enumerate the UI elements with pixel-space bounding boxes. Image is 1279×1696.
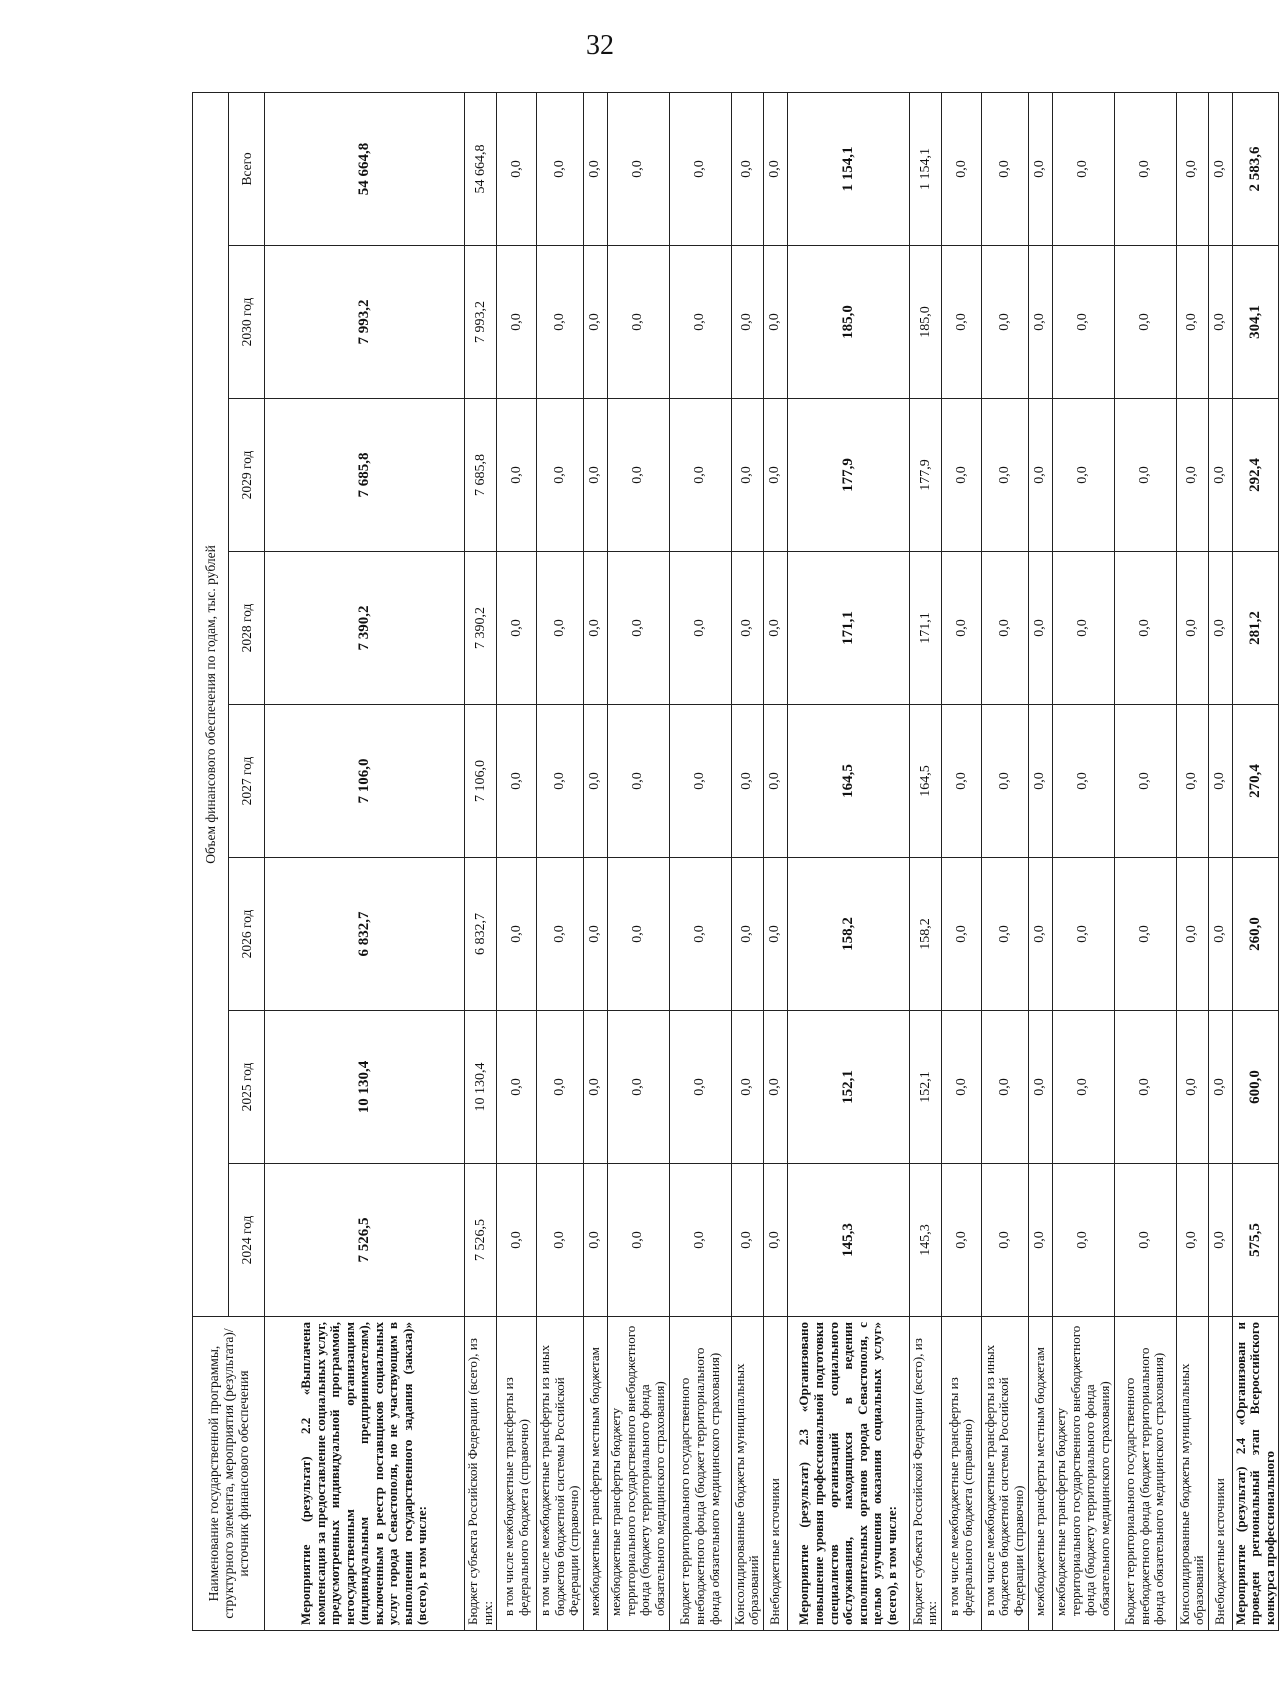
row-label: в том числе межбюджетные трансферты из иных бюджетов бюджетной системы Российской Федерации (справочно) <box>537 1317 584 1631</box>
row-value: 0,0 <box>941 705 981 858</box>
row-value: 6 832,7 <box>465 858 497 1011</box>
row-label: Бюджет субъекта Российской Федерации (всего), из них: <box>909 1317 941 1631</box>
row-value: 0,0 <box>583 1011 607 1164</box>
row-value: 0,0 <box>669 552 731 705</box>
row-value: 164,5 <box>909 705 941 858</box>
row-value: 0,0 <box>607 705 669 858</box>
row-value: 0,0 <box>1176 858 1208 1011</box>
row-value: 0,0 <box>583 705 607 858</box>
row-value: 0,0 <box>497 1011 537 1164</box>
row-value: 7 993,2 <box>265 246 465 399</box>
row-label: межбюджетные трансферты бюджету территориального государственного внебюджетного фонда (бюджету территориального фонда обязательного медицинского страхования) <box>607 1317 669 1631</box>
row-value: 7 685,8 <box>465 399 497 552</box>
table-row <box>537 92 584 1630</box>
row-value: 0,0 <box>497 552 537 705</box>
row-value: 0,0 <box>1114 705 1176 858</box>
row-value: 0,0 <box>1208 399 1232 552</box>
row-value: 0,0 <box>981 399 1028 552</box>
row-value: 292,4 <box>1232 399 1279 552</box>
row-value: 54 664,8 <box>265 92 465 245</box>
row-value: 0,0 <box>669 705 731 858</box>
row-value: 0,0 <box>731 858 763 1011</box>
row-value: 0,0 <box>763 552 787 705</box>
row-value: 158,2 <box>909 858 941 1011</box>
row-value: 7 390,2 <box>465 552 497 705</box>
row-value: 0,0 <box>1208 1164 1232 1317</box>
row-value: 54 664,8 <box>465 92 497 245</box>
header-year: 2025 год <box>229 1011 265 1164</box>
table-row <box>265 92 465 1630</box>
row-value: 185,0 <box>909 246 941 399</box>
table-row <box>941 92 981 1630</box>
row-value: 7 526,5 <box>465 1164 497 1317</box>
row-value: 0,0 <box>1208 1011 1232 1164</box>
row-value: 0,0 <box>497 92 537 245</box>
row-value: 0,0 <box>763 92 787 245</box>
row-value: 0,0 <box>607 92 669 245</box>
row-value: 0,0 <box>1176 246 1208 399</box>
row-value: 0,0 <box>763 246 787 399</box>
row-value: 158,2 <box>787 858 909 1011</box>
row-value: 0,0 <box>1052 858 1114 1011</box>
row-value: 0,0 <box>763 399 787 552</box>
row-value: 0,0 <box>1114 1164 1176 1317</box>
row-value: 0,0 <box>731 246 763 399</box>
row-value: 0,0 <box>607 552 669 705</box>
row-value: 0,0 <box>1176 1011 1208 1164</box>
row-label: Мероприятие (результат) 2.4 «Организован и проведен региональный этап Всероссийского конкурса профессионального <box>1232 1317 1279 1631</box>
row-value: 0,0 <box>981 246 1028 399</box>
row-value: 164,5 <box>787 705 909 858</box>
row-value: 0,0 <box>497 705 537 858</box>
row-value: 0,0 <box>607 246 669 399</box>
table-row <box>497 92 537 1630</box>
row-value: 0,0 <box>1114 399 1176 552</box>
row-value: 0,0 <box>941 1011 981 1164</box>
header-group: Объем финансового обеспечения по годам, тыс. рублей <box>193 92 229 1316</box>
table-row <box>1052 92 1114 1630</box>
row-value: 0,0 <box>669 92 731 245</box>
row-value: 145,3 <box>909 1164 941 1317</box>
table-row <box>583 92 607 1630</box>
row-value: 0,0 <box>1208 92 1232 245</box>
row-value: 0,0 <box>981 705 1028 858</box>
row-value: 0,0 <box>981 858 1028 1011</box>
header-year: 2030 год <box>229 246 265 399</box>
row-value: 0,0 <box>607 1011 669 1164</box>
row-value: 0,0 <box>1028 92 1052 245</box>
row-value: 270,4 <box>1232 705 1279 858</box>
row-value: 0,0 <box>981 92 1028 245</box>
row-label: Мероприятие (результат) 2.3 «Организовано повышение уровня профессиональной подготовки специалистов организаций социального обслуживания, находящихся в ведении исполнительных органов города Севастополя, с целью улучшения оказания социальных услуг» (всего), в том числе: <box>787 1317 909 1631</box>
row-value: 0,0 <box>583 399 607 552</box>
row-value: 0,0 <box>1028 1011 1052 1164</box>
row-label: Внебюджетные источники <box>1208 1317 1232 1631</box>
row-value: 0,0 <box>1052 1164 1114 1317</box>
row-value: 152,1 <box>909 1011 941 1164</box>
row-value: 0,0 <box>537 399 584 552</box>
row-value: 0,0 <box>1176 92 1208 245</box>
row-label: в том числе межбюджетные трансферты из федерального бюджета (справочно) <box>941 1317 981 1631</box>
row-value: 0,0 <box>1208 858 1232 1011</box>
header-year: 2024 год <box>229 1164 265 1317</box>
row-value: 10 130,4 <box>465 1011 497 1164</box>
row-value: 0,0 <box>1028 1164 1052 1317</box>
table-row <box>763 92 787 1630</box>
row-value: 10 130,4 <box>265 1011 465 1164</box>
row-value: 0,0 <box>497 246 537 399</box>
row-value: 0,0 <box>1052 705 1114 858</box>
row-value: 0,0 <box>497 858 537 1011</box>
table-body <box>265 92 1279 1630</box>
row-value: 0,0 <box>1114 1011 1176 1164</box>
row-value: 0,0 <box>1114 92 1176 245</box>
row-value: 0,0 <box>731 399 763 552</box>
header-year: 2027 год <box>229 705 265 858</box>
table-row <box>981 92 1028 1630</box>
row-value: 0,0 <box>941 552 981 705</box>
row-value: 0,0 <box>1052 92 1114 245</box>
row-value: 0,0 <box>731 92 763 245</box>
row-value: 0,0 <box>1028 246 1052 399</box>
row-value: 177,9 <box>787 399 909 552</box>
table-row <box>731 92 763 1630</box>
header-year: 2026 год <box>229 858 265 1011</box>
row-label: межбюджетные трансферты местным бюджетам <box>583 1317 607 1631</box>
row-value: 0,0 <box>669 246 731 399</box>
row-value: 0,0 <box>941 1164 981 1317</box>
table-row <box>1208 92 1232 1630</box>
row-label: межбюджетные трансферты бюджету территориального государственного внебюджетного фонда (бюджету территориального фонда обязательного медицинского страхования) <box>1052 1317 1114 1631</box>
row-value: 0,0 <box>583 858 607 1011</box>
row-value: 0,0 <box>583 552 607 705</box>
row-value: 0,0 <box>1208 705 1232 858</box>
table-row <box>909 92 941 1630</box>
row-value: 0,0 <box>1052 552 1114 705</box>
row-value: 0,0 <box>669 399 731 552</box>
row-value: 0,0 <box>1176 705 1208 858</box>
row-value: 0,0 <box>1052 399 1114 552</box>
row-value: 0,0 <box>1208 552 1232 705</box>
row-value: 0,0 <box>497 399 537 552</box>
row-value: 0,0 <box>537 1164 584 1317</box>
row-label: Консолидированные бюджеты муниципальных образований <box>1176 1317 1208 1631</box>
row-value: 0,0 <box>1052 246 1114 399</box>
row-value: 7 390,2 <box>265 552 465 705</box>
row-label: межбюджетные трансферты местным бюджетам <box>1028 1317 1052 1631</box>
table-row <box>787 92 909 1630</box>
row-value: 281,2 <box>1232 552 1279 705</box>
row-value: 152,1 <box>787 1011 909 1164</box>
row-label: Бюджет территориального государственного внебюджетного фонда (бюджет территориального фонда обязательного медицинского страхования) <box>669 1317 731 1631</box>
row-value: 0,0 <box>607 858 669 1011</box>
row-value: 7 106,0 <box>465 705 497 858</box>
row-value: 2 583,6 <box>1232 92 1279 245</box>
row-value: 0,0 <box>941 92 981 245</box>
row-value: 0,0 <box>981 552 1028 705</box>
row-value: 260,0 <box>1232 858 1279 1011</box>
row-value: 7 685,8 <box>265 399 465 552</box>
row-value: 185,0 <box>787 246 909 399</box>
row-value: 7 106,0 <box>265 705 465 858</box>
row-value: 0,0 <box>763 858 787 1011</box>
row-value: 0,0 <box>941 399 981 552</box>
row-label: Мероприятие (результат) 2.2 «Выплачена компенсация за предоставление социальных услуг, предусмотренных индивидуальной программой, негосударственным организациям (индивидуальным предпринимателям), включенным в реестр поставщиков социальных услуг города Севастополя, но не участвующим в выполнении государственного задания (заказа)» (всего), в том числе: <box>265 1317 465 1631</box>
row-label: Консолидированные бюджеты муниципальных образований <box>731 1317 763 1631</box>
row-value: 0,0 <box>763 705 787 858</box>
row-value: 0,0 <box>1052 1011 1114 1164</box>
row-value: 0,0 <box>941 858 981 1011</box>
row-value: 0,0 <box>669 1164 731 1317</box>
row-value: 0,0 <box>583 1164 607 1317</box>
financing-table <box>192 92 1279 1631</box>
row-value: 0,0 <box>1176 552 1208 705</box>
row-value: 7 993,2 <box>465 246 497 399</box>
header-year: 2028 год <box>229 552 265 705</box>
row-value: 0,0 <box>1114 552 1176 705</box>
row-value: 171,1 <box>909 552 941 705</box>
row-value: 0,0 <box>537 858 584 1011</box>
row-value: 0,0 <box>1028 399 1052 552</box>
table-row <box>465 92 497 1630</box>
row-value: 0,0 <box>537 246 584 399</box>
row-value: 0,0 <box>1208 246 1232 399</box>
page-number: 32 <box>586 30 614 61</box>
row-value: 1 154,1 <box>787 92 909 245</box>
row-value: 0,0 <box>607 1164 669 1317</box>
row-value: 575,5 <box>1232 1164 1279 1317</box>
row-value: 0,0 <box>981 1164 1028 1317</box>
row-value: 0,0 <box>537 1011 584 1164</box>
row-value: 1 154,1 <box>909 92 941 245</box>
row-value: 0,0 <box>1028 705 1052 858</box>
header-year: Всего <box>229 92 265 245</box>
row-value: 0,0 <box>1028 552 1052 705</box>
row-label: в том числе межбюджетные трансферты из иных бюджетов бюджетной системы Российской Федерации (справочно) <box>981 1317 1028 1631</box>
row-value: 177,9 <box>909 399 941 552</box>
row-label: Бюджет территориального государственного внебюджетного фонда (бюджет территориального фонда обязательного медицинского страхования) <box>1114 1317 1176 1631</box>
row-value: 0,0 <box>537 92 584 245</box>
row-value: 145,3 <box>787 1164 909 1317</box>
row-value: 6 832,7 <box>265 858 465 1011</box>
row-value: 0,0 <box>583 92 607 245</box>
row-value: 304,1 <box>1232 246 1279 399</box>
row-value: 0,0 <box>731 1011 763 1164</box>
table-row <box>1176 92 1208 1630</box>
row-label: Внебюджетные источники <box>763 1317 787 1631</box>
row-value: 0,0 <box>669 1011 731 1164</box>
header-year: 2029 год <box>229 399 265 552</box>
row-value: 0,0 <box>763 1164 787 1317</box>
row-value: 0,0 <box>669 858 731 1011</box>
row-value: 0,0 <box>731 1164 763 1317</box>
row-value: 0,0 <box>1176 399 1208 552</box>
table-row <box>1232 92 1279 1630</box>
row-value: 0,0 <box>1114 858 1176 1011</box>
row-value: 0,0 <box>981 1011 1028 1164</box>
row-value: 0,0 <box>1114 246 1176 399</box>
row-label: в том числе межбюджетные трансферты из федерального бюджета (справочно) <box>497 1317 537 1631</box>
row-value: 0,0 <box>1176 1164 1208 1317</box>
table-row <box>1114 92 1176 1630</box>
row-value: 0,0 <box>1028 858 1052 1011</box>
row-value: 171,1 <box>787 552 909 705</box>
table-row <box>607 92 669 1630</box>
row-value: 0,0 <box>763 1011 787 1164</box>
row-value: 0,0 <box>731 552 763 705</box>
row-value: 0,0 <box>607 399 669 552</box>
row-value: 0,0 <box>583 246 607 399</box>
table-row <box>1028 92 1052 1630</box>
header-name: Наименование государственной программы, структурного элемента, мероприятия (результата)/источник финансового обеспечения <box>193 1317 265 1631</box>
row-label: Бюджет субъекта Российской Федерации (всего), из них: <box>465 1317 497 1631</box>
row-value: 0,0 <box>941 246 981 399</box>
table-row <box>669 92 731 1630</box>
rotated-table-container <box>192 93 1277 1631</box>
row-value: 0,0 <box>497 1164 537 1317</box>
row-value: 600,0 <box>1232 1011 1279 1164</box>
row-value: 0,0 <box>537 552 584 705</box>
row-value: 0,0 <box>537 705 584 858</box>
row-value: 0,0 <box>731 705 763 858</box>
row-value: 7 526,5 <box>265 1164 465 1317</box>
